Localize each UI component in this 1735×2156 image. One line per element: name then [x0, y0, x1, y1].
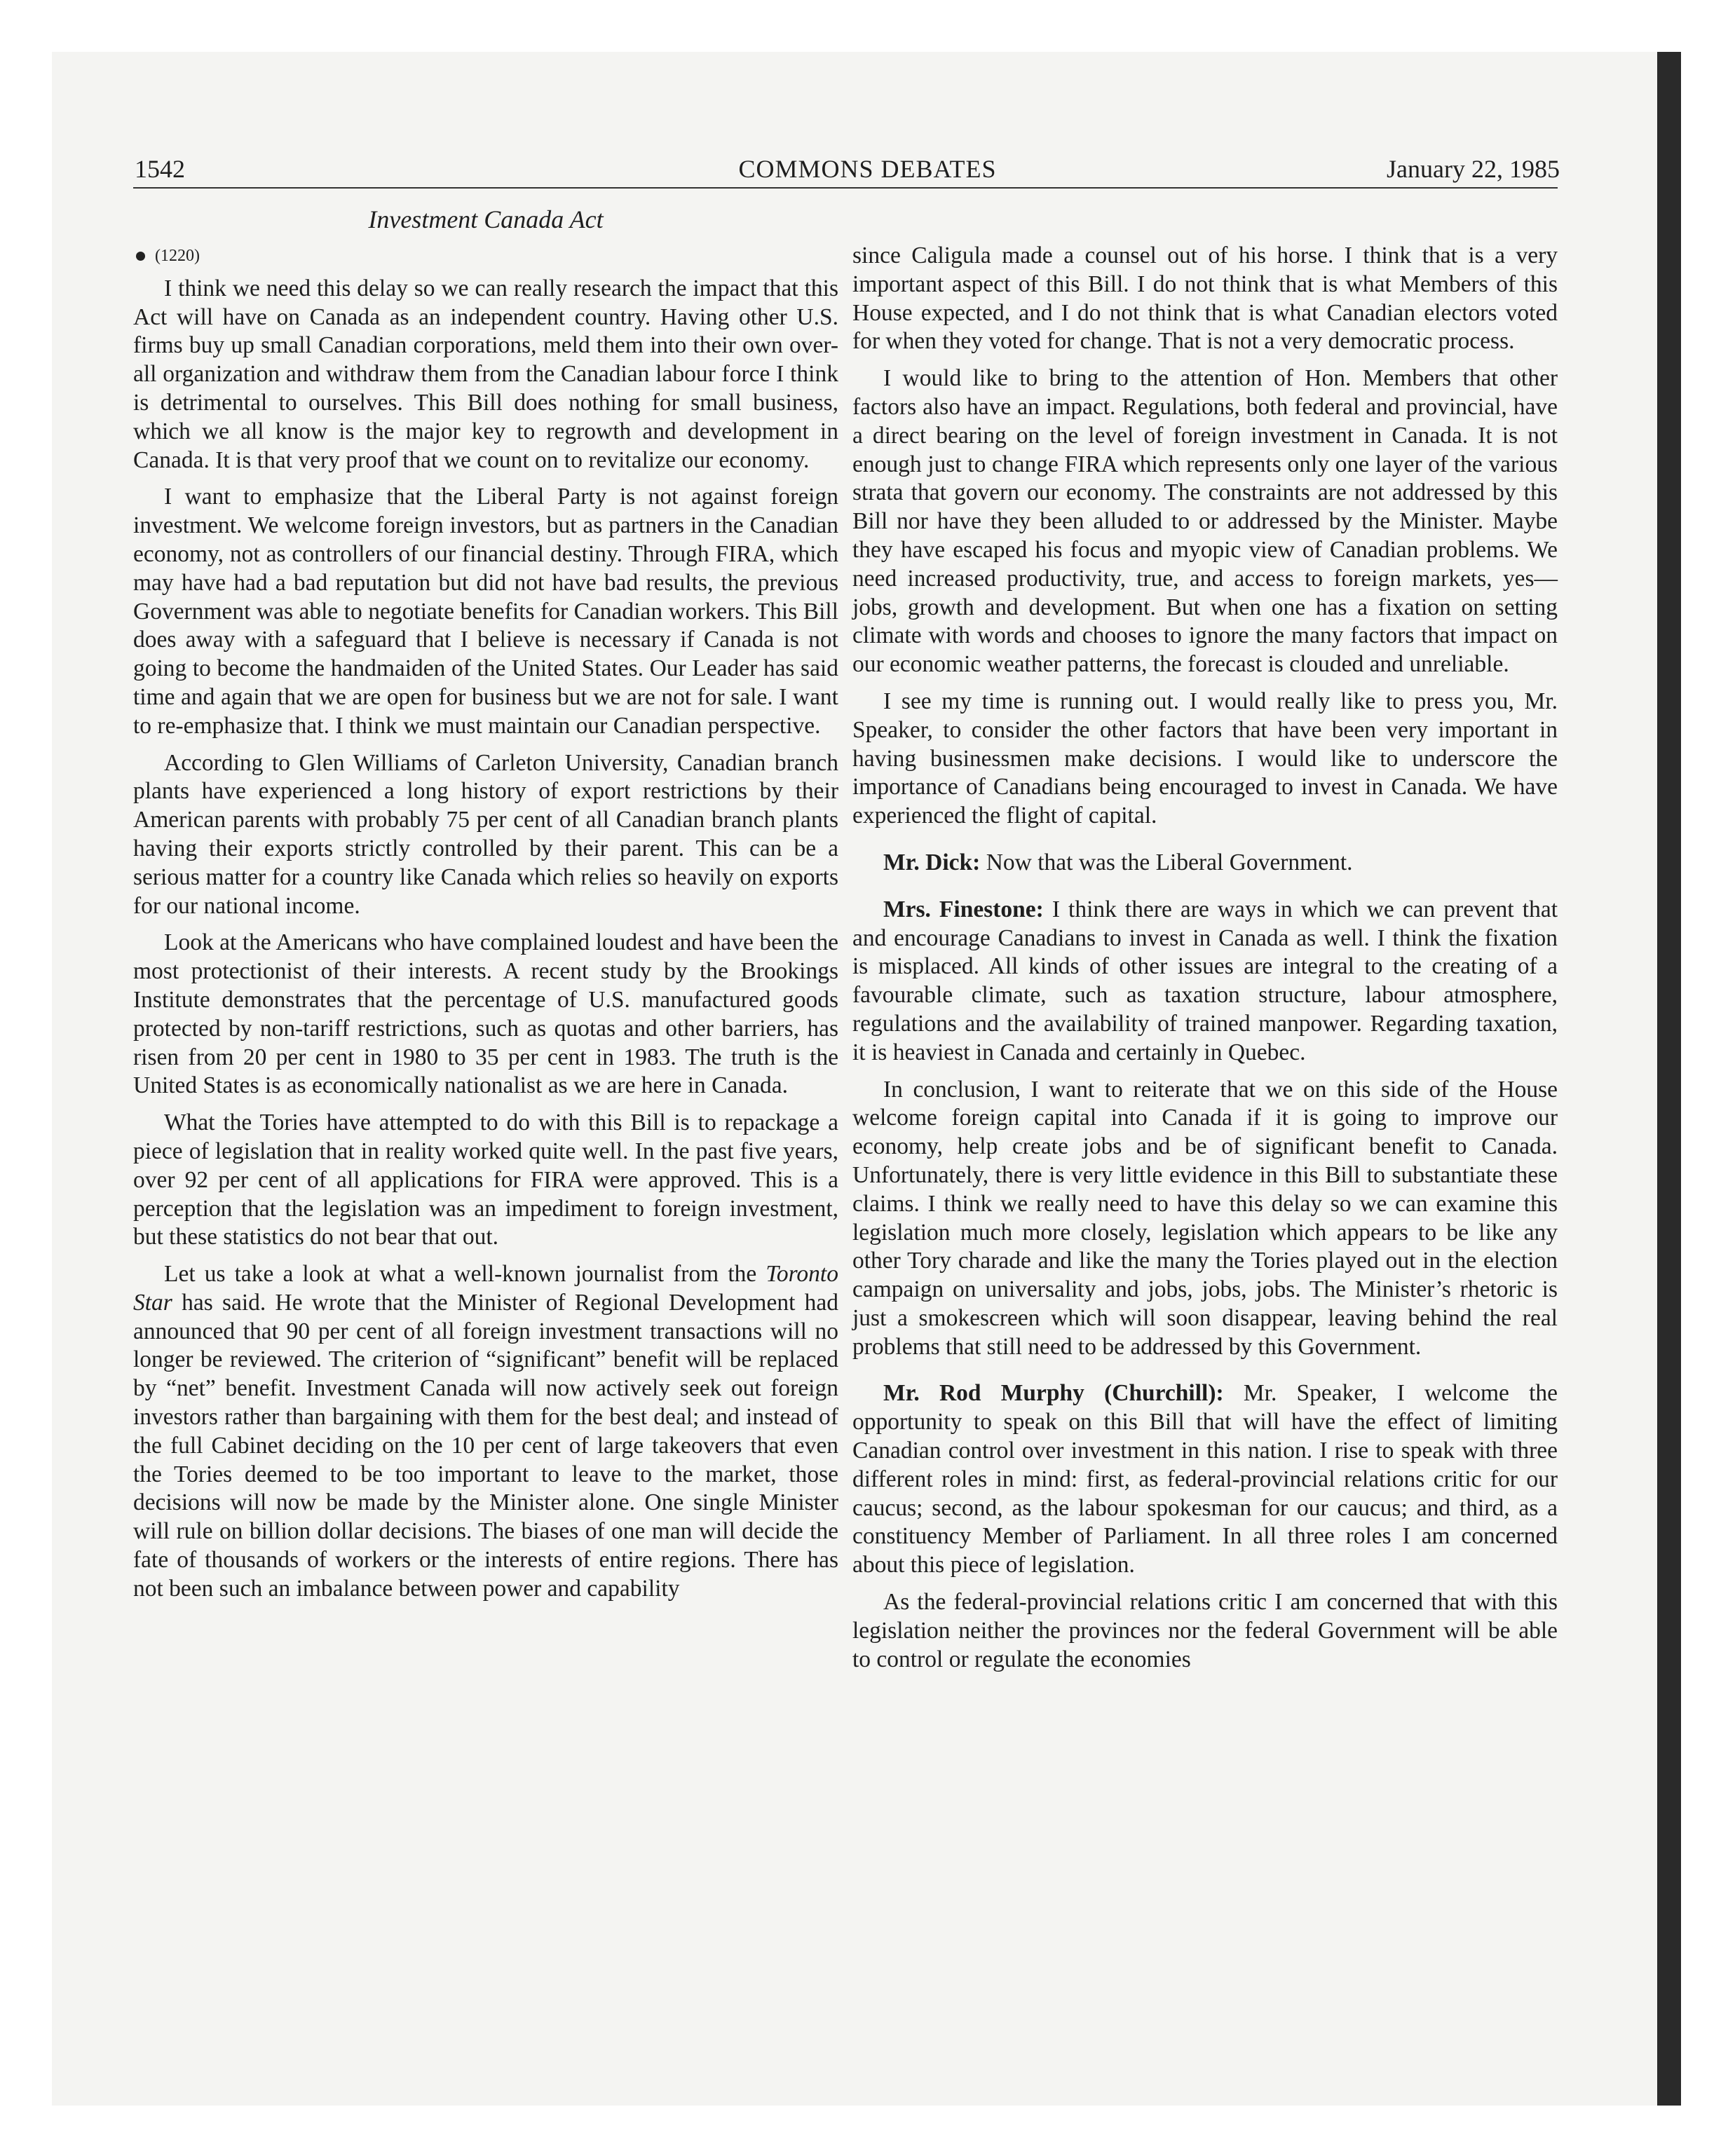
time-marker-text: (1220)	[155, 247, 200, 265]
speaker-name: Mr. Dick:	[883, 849, 981, 875]
paragraph: According to Glen Williams of Carleton University, Canadian branch plants have experienced a long history of export restrictions by their American parents with probably 75 per cent of all Canadian branch plants having their exports strictly controlled by their parent. This can be a serious matter for a country like Canada which relies so heavily on exports for our national income.	[133, 749, 838, 919]
speaker-name: Mrs. Finestone:	[883, 896, 1044, 922]
speaker-text: I think there are ways in which we can prevent that and encourage Canadians to invest in Canada as well. I think the fixation is misplaced. All kinds of other issues are integral to the creating of a favourable climate, such as taxation structure, labour atmosphere, regulations and the availability of trained manpower. Regarding taxation, it is heaviest in Canada and certainly in Quebec.	[852, 896, 1558, 1065]
speaker-entry-dick	[852, 849, 1558, 878]
speaker-text: Now that was the Liberal Government.	[980, 849, 1353, 875]
paragraph: I see my time is running out. I would really like to press you, Mr. Speaker, to consider the other factors that have been very important in having businessmen make decisions. I would like to underscore the importance of Canadians being encouraged to invest in Canada. We have experienced the flight of capital.	[852, 688, 1558, 829]
paragraph: I want to emphasize that the Liberal Party is not against foreign investment. We welcome foreign investors, but as partners in the Canadian economy, not as controllers of our financial destiny. Through FIRA, which may have had a bad reputation but did not have bad results, the previous Government was able to negotiate benefits for Canadian workers. This Bill does away with a safeguard that I believe is necessary if Canada is not going to become the handmaiden of the United States. Our Leader has said time and again that we are open for business but we are not for sale. I want to re-emphasize that. I think we must maintain our Canadian perspective.	[133, 484, 838, 739]
page-number: 1542	[135, 155, 185, 183]
paragraph: I would like to bring to the attention of Hon. Members that other factors also have an impact. Regulations, both federal and provincial, have a direct bearing on the level of foreign investment in Canada. It is not enough just to change FIRA which represents only one layer of the various strata that govern our economy. The constraints are not addressed by this Bill nor have they been alluded to or addressed by the Minister. Maybe they have escaped his focus and myopic view of Canadian problems. We need increased productivity, true, and access to foreign markets, yes—jobs, growth and development. But when one has a fixation on setting climate with words and chooses to ignore the many factors that impact on our economic weather patterns, the forecast is clouded and unreliable.	[852, 365, 1558, 678]
header-rule	[133, 187, 1558, 189]
binding-edge	[1657, 52, 1681, 2106]
paragraph	[133, 1260, 838, 1604]
speaker-entry-murphy	[852, 1379, 1558, 1580]
paragraph: since Caligula made a counsel out of his horse. I think that is a very important aspect of this Bill. I do not think that is what Members of this House expected, and I do not think that is what Canadian electors voted for when they voted for change. That is not a very democratic process.	[852, 243, 1558, 355]
paragraph: What the Tories have attempted to do with this Bill is to repackage a piece of legislation that in reality worked quite well. In the past five years, over 92 per cent of all applications for FIRA were approved. This is a perception that the legislation was an impediment to foreign investment, but these statistics do not bear that out.	[133, 1110, 838, 1250]
time-marker	[133, 242, 838, 271]
running-date: January 22, 1985	[1387, 155, 1560, 183]
right-column	[852, 242, 1558, 1682]
paragraph-text: Let us take a look at what a well-known journalist from the	[164, 1261, 766, 1288]
paragraph-text: has said. He wrote that the Minister of Regional Development had announced that 90 per cent of all foreign investment transactions will no longer be reviewed. The criterion of “significant” benefit will be replaced by “net” benefit. Investment Canada will now actively seek out foreign investors rather than bargaining with them for the best deal; and instead of the full Cabinet deciding on the 10 per cent of large takeovers that even the Tories deemed to be too important to leave to the market, those decisions will now be made by the Minister alone. One single Minister will rule on billion dollar decisions. The biases of one man will decide the fate of thousands of workers or the interests of entire regions. There has not been such an imbalance between power and capability	[133, 1289, 838, 1602]
running-title: COMMONS DEBATES	[738, 155, 997, 183]
paragraph: Look at the Americans who have complained loudest and have been the most protectionist of their interests. A recent study by the Brookings Institute demonstrates that the percentage of U.S. manufactured goods protected by non-tariff restrictions, such as quotas and other barriers, has risen from 20 per cent in 1980 to 35 per cent in 1983. The truth is the United States is as economically nationalist as we are here in Canada.	[133, 929, 838, 1099]
paragraph: As the federal-provincial relations critic I am concerned that with this legislation neither the provinces nor the federal Government will be able to control or regulate the economies	[852, 1589, 1558, 1672]
speaker-text: Mr. Speaker, I welcome the opportunity to speak on this Bill that will have the effect of limiting Canadian control over investment in this nation. I rise to speak with three different roles in mind: first, as federal-provincial relations critic for our caucus; second, as the labour spokesman for our caucus; and third, as a constituency Member of Parliament. In all three roles I am concerned about this piece of legislation.	[852, 1380, 1558, 1578]
left-column	[133, 242, 838, 1612]
newspaper-title: Toronto Star	[133, 1261, 838, 1316]
speaker-name: Mr. Rod Murphy (Churchill):	[883, 1380, 1224, 1407]
paragraph: I think we need this delay so we can really research the impact that this Act will have on Canada as an independent country. Having other U.S. firms buy up small Canadian corporations, meld them into their own over-all organization and withdraw them from the Canadian labour force I think is detrimental to ourselves. This Bill does nothing for small business, which we all know is the major key to regrowth and development in Canada. It is that very proof that we count on to revitalize our economy.	[133, 275, 838, 473]
paragraph: In conclusion, I want to reiterate that we on this side of the House welcome foreign capital into Canada if it is going to improve our economy, help create jobs and be of significant benefit to Canada. Unfortunately, there is very little evidence in this Bill to substantiate these claims. I think we really need to have this delay so we can examine this legislation much more closely, legislation which appears to be like any other Tory charade and like the many the Tories played out in the election campaign on universality and jobs, jobs, jobs. The Minister’s rhetoric is just a smokescreen which will soon disappear, leaving behind the real problems that still need to be addressed by this Government.	[852, 1076, 1558, 1360]
bullet-icon	[136, 252, 145, 261]
section-heading: Investment Canada Act	[368, 205, 604, 233]
speaker-entry-finestone	[852, 896, 1558, 1067]
